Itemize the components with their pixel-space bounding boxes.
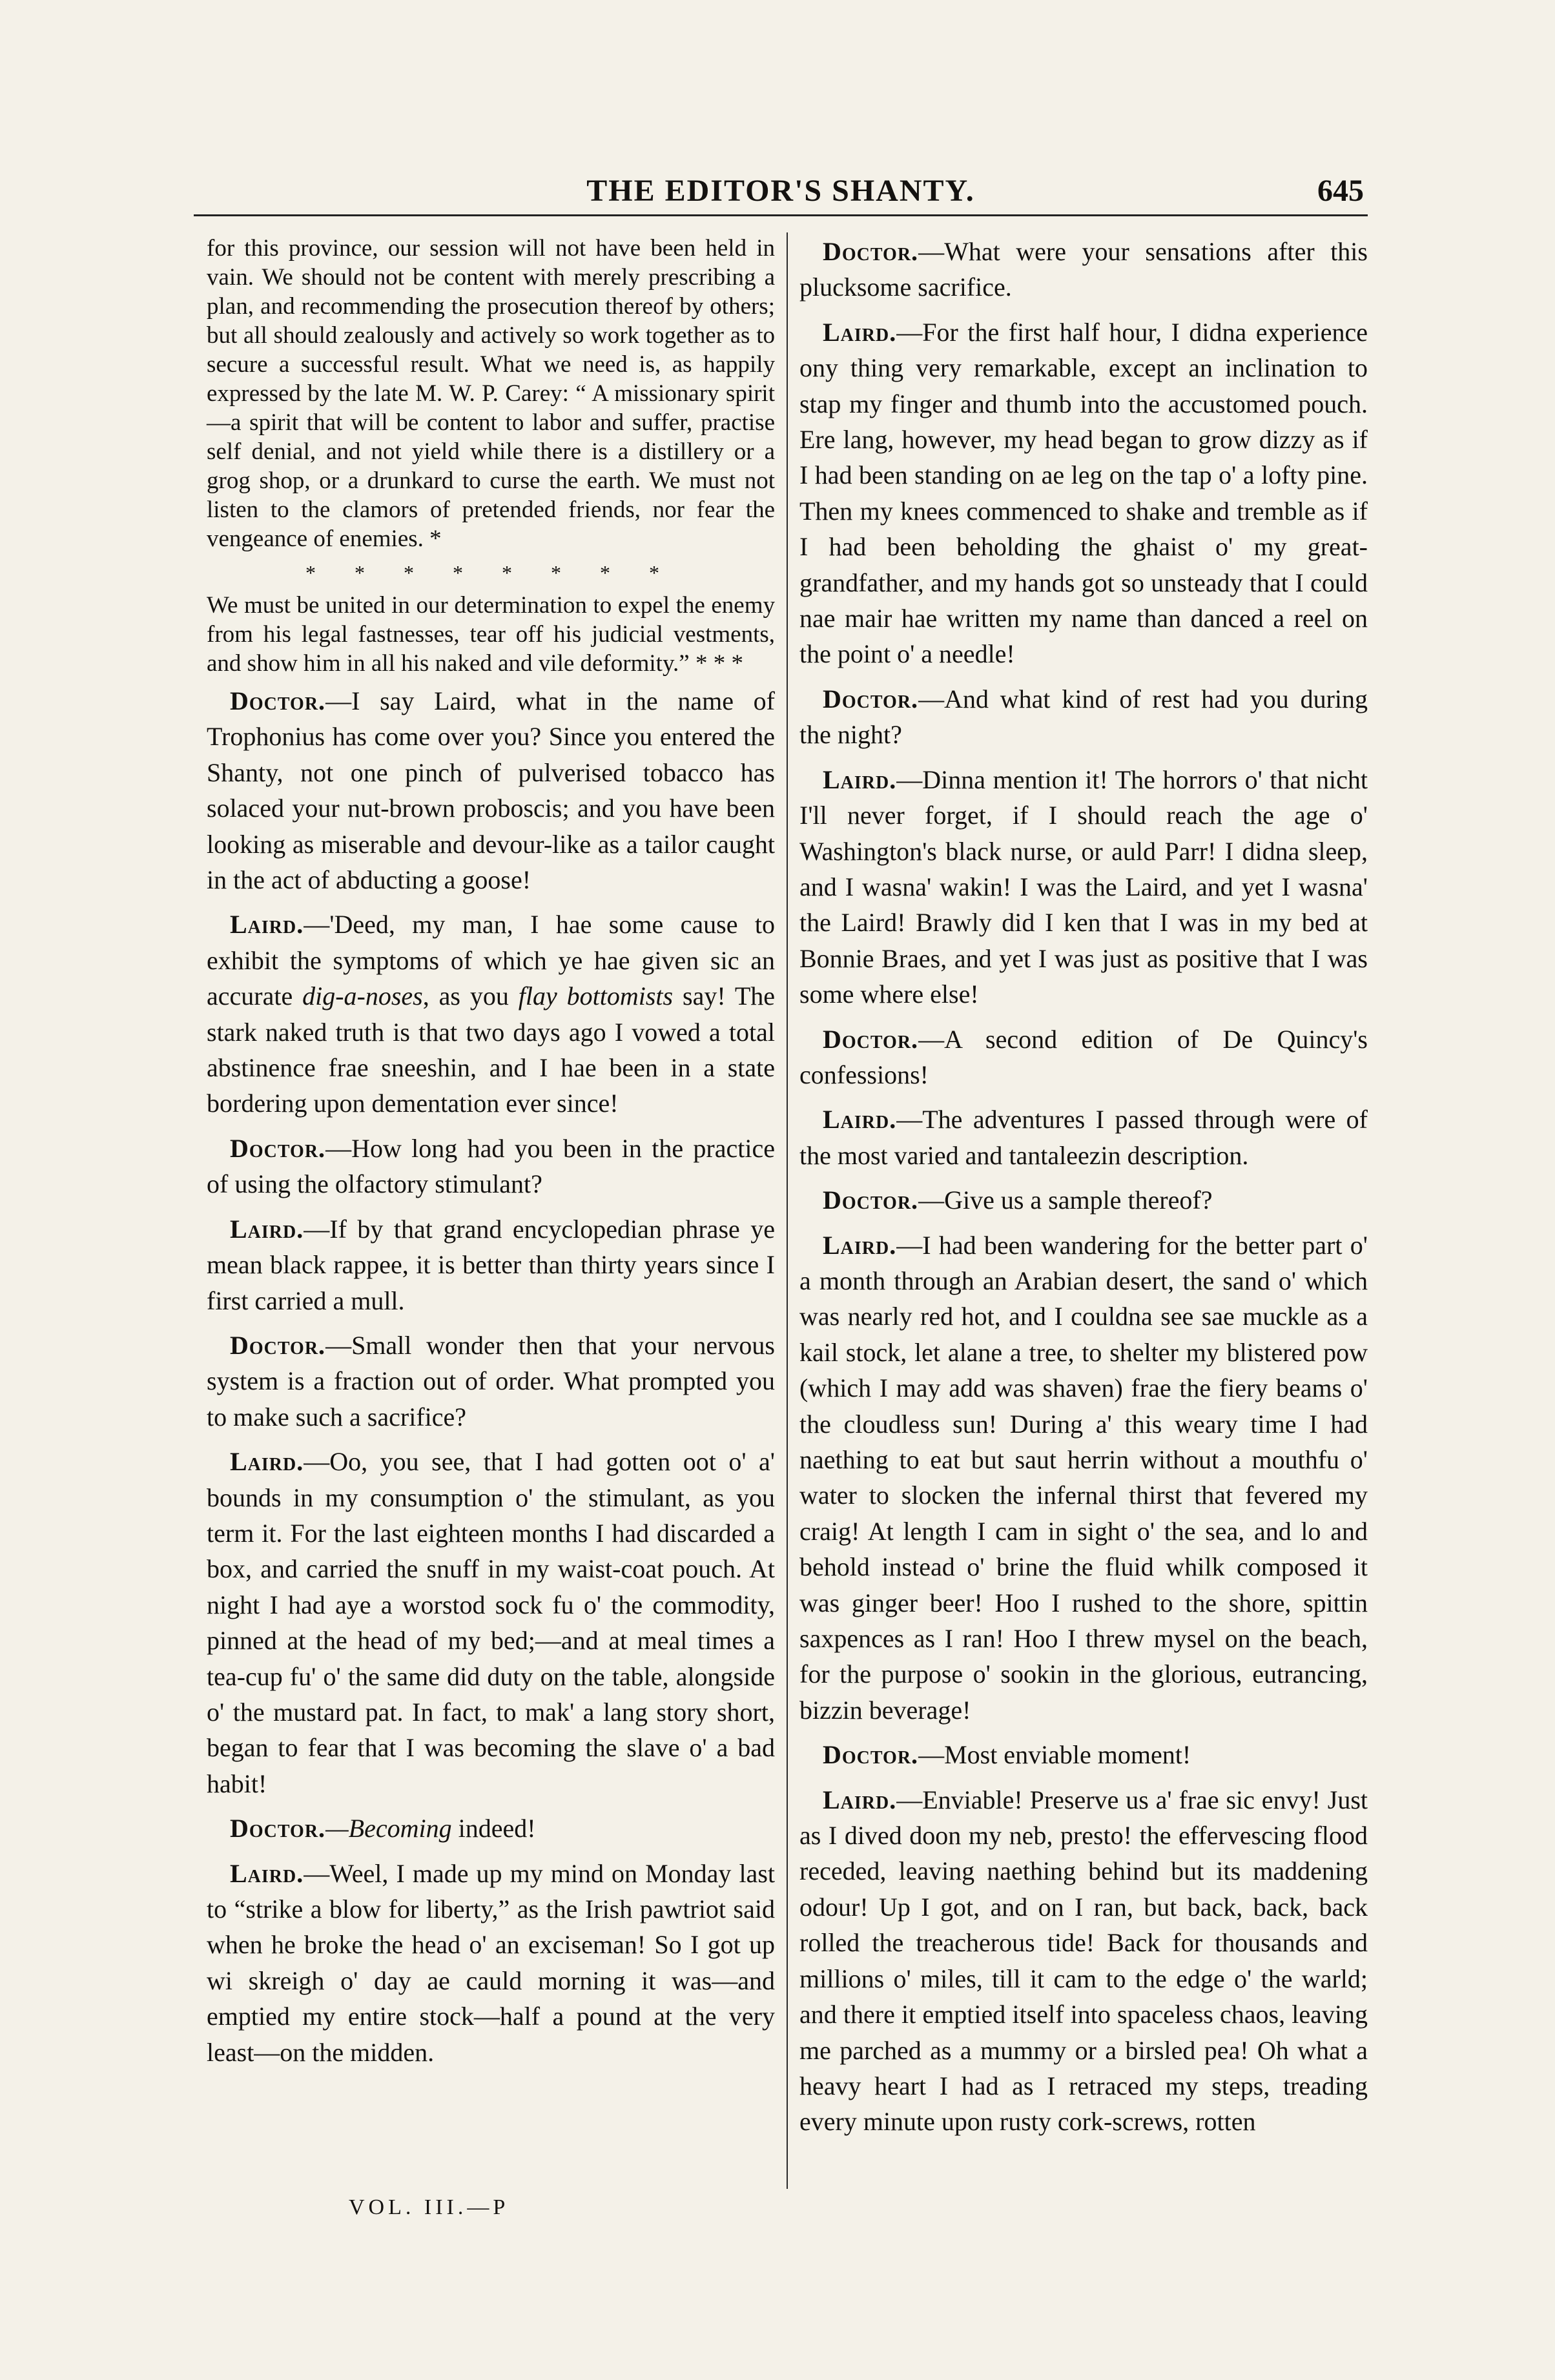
dialogue-paragraph (207, 1856, 775, 2070)
italic-phrase: —Becoming (325, 1814, 452, 1843)
dialogue-text: —I say Laird, what in the name of Trophonius has come over you? Since you entered the Shanty, not one pinch of pulverised tobacco has solaced your nut-brown proboscis; and you have been looking as miserable and devour-like as a tailor caught in the act of abducting a goose! (207, 686, 775, 895)
dialogue-text: —Oo, you see, that I had gotten oot o' a' bounds in my consumption o' the stimulant, as you term it. For the last eighteen months I had discarded a box, and carried the snuff in my waist-coat pouch. At night I had aye a worstod sock fu o' the commodity, pinned at the head of my bed;—and at meal times a tea-cup fu' o' the same did duty on the table, alongside o' the mustard pat. In fact, to mak' a lang story short, began to fear that I was becoming the slave o' a bad habit! (207, 1447, 775, 1798)
temperance-quote-closing: We must be united in our determination to expel the enemy from his legal fastnesses, tear off his judicial vestments, and show him in all his naked and vile deformity.” * * * (207, 592, 775, 677)
dialogue-text: —Small wonder then that your nervous system is a fraction out of order. What prompted you to make such a sacrifice? (207, 1330, 775, 1431)
dialogue-text: —The adventures I passed through were of the most varied and tantaleezin description. (799, 1105, 1368, 1170)
dialogue-paragraph (799, 1227, 1368, 1729)
speaker-name: Laird. (230, 910, 304, 939)
dialogue-paragraph (207, 1444, 775, 1801)
speaker-name: Laird. (823, 1785, 897, 1814)
dialogue-paragraph (799, 762, 1368, 1012)
dialogue-text: —What were your sensations after this plucksome sacrifice. (799, 237, 1368, 302)
dialogue-text: —And what kind of rest had you during the night? (799, 684, 1368, 750)
right-column (799, 234, 1368, 2149)
temperance-quote-paragraph: for this province, our session will not have been held in vain. We should not be content with merely prescribing a plan, and recommending the prosecution thereof by others; but all should zealously and actively so work together as to secure a successful result. What we need is, as happily expressed by the late M. W. P. Carey: “ A missionary spirit—a spirit that will be content to labor and suffer, practise self denial, and not yield while there is a distillery or a grog shop, or a drunkard to curse the earth. We must not listen to the clamors of pretended friends, nor fear the vengeance of enemies. * (207, 235, 775, 552)
speaker-name: Doctor. (230, 1133, 326, 1163)
dialogue-paragraph (799, 234, 1368, 305)
dialogue-paragraph (207, 1328, 775, 1435)
speaker-name: Doctor. (230, 686, 326, 715)
dialogue-text: say! The stark naked truth is that two days ago I vowed a total abstinence frae sneeshin, and I hae been in a state bordering upon dementation ever since! (207, 981, 776, 1118)
dialogue-text: —Give us a sample thereof? (918, 1185, 1213, 1215)
speaker-name: Laird. (823, 1105, 897, 1134)
dialogue-paragraph (799, 1182, 1368, 1218)
dialogue-paragraph (799, 1102, 1368, 1173)
speaker-name: Doctor. (823, 1024, 919, 1054)
speaker-name: Doctor. (823, 237, 919, 266)
ellipsis-stars: * * * * * * * * (305, 561, 676, 584)
dialogue-paragraph (799, 1782, 1368, 2140)
dialogue-text: —Dinna mention it! The horrors o' that nicht I'll never forget, if I should reach the age o' Washington's black nurse, or auld Parr! I didna sleep, and I wasna' wakin! I was the Laird, and yet I wasna' the Laird! Brawly did I ken that I was in my bed at Bonnie Braes, and yet I was just as positive that I was some where else! (799, 764, 1368, 1009)
column-rule (787, 232, 788, 2189)
speaker-name: Laird. (230, 1447, 304, 1477)
dialogue-paragraph (207, 1131, 775, 1202)
volume-signature: VOL. III.—P (349, 2195, 510, 2219)
dialogue-text: —'Deed, my man, I hae some cause to exhibit the symptoms of which ye hae given sic an accurate (207, 910, 775, 1011)
dialogue-text: , as you (422, 981, 519, 1011)
dialogue-paragraph (207, 683, 775, 898)
dialogue-text: indeed! (451, 1814, 536, 1843)
speaker-name: Laird. (823, 764, 897, 794)
running-header (194, 169, 1368, 216)
dialogue-paragraph (799, 1737, 1368, 1772)
dialogue-text: —For the first half hour, I didna experience ony thing very remarkable, except an inclination to stap my finger and thumb into the accustomed pouch. Ere lang, however, my head began to grow dizzy as if I had been standing on ae leg on the tap o' a lofty pine. Then my knees commenced to shake and tremble as if I had been beholding the ghaist o' my great-grandfather, and my hands got so unsteady that I could nae mair hae written my name than danced a reel on the point o' a needle! (799, 317, 1368, 669)
left-column (207, 234, 775, 2079)
dialogue-text: —If by that grand encyclopedian phrase ye mean black rappee, it is better than thirty years since I first carried a mull. (207, 1214, 775, 1315)
dialogue-paragraph (799, 314, 1368, 672)
dialogue-paragraph (799, 1021, 1368, 1093)
dialogue-text: —Weel, I made up my mind on Monday last to “strike a blow for liberty,” as the Irish pawtriot said when he broke the head o' an exciseman! So I got up wi skreigh o' day ae cauld morning it was—and emptied my entire stock—half a pound at the very least—on the midden. (207, 1858, 775, 2067)
speaker-name: Laird. (823, 317, 897, 347)
speaker-name: Doctor. (230, 1330, 326, 1360)
dialogue-text: —Most enviable moment! (918, 1740, 1191, 1770)
speaker-name: Doctor. (823, 1185, 919, 1215)
italic-phrase: dig-a-noses (302, 981, 423, 1011)
speaker-name: Doctor. (823, 684, 919, 713)
speaker-name: Laird. (230, 1214, 304, 1244)
speaker-name: Laird. (823, 1230, 897, 1260)
dialogue-text: —I had been wandering for the better part o' a month through an Arabian desert, the sand o' which was nearly red hot, and I couldna see sae muckle as a kail stock, let alane a tree, to shelter my blistered pow (which I may add was shaven) frae the fiery beams o' the cloudless sun! During a' this weary time I had naething to eat but saut herrin without a mouthfu o' water to slocken the infernal thirst that fevered my craig! At length I cam in sight o' the sea, and lo and behold instead o' brine the fluid whilk composed it was ginger beer! Hoo I rushed to the shore, spittin saxpences as I ran! Hoo I threw mysel on the beach, for the purpose o' sookin in the glorious, eutrancing, bizzin beverage! (799, 1230, 1368, 1725)
dialogue-text: —Enviable! Preserve us a' frae sic envy! Just as I dived doon my neb, presto! the effervescing flood receded, leaving naething behind but its maddening odour! Up I got, and on I ran, but back, back, back rolled the treacherous tide! Back for thousands and millions o' miles, till it cam to the edge o' the warld; and there it emptied itself into spaceless chaos, leaving me parched as a mummy or a birsled pea! Oh what a heavy heart I had as I retraced my steps, treading every minute upon rusty cork-screws, rotten (799, 1785, 1368, 2137)
dialogue-paragraph (207, 1211, 775, 1318)
speaker-name: Doctor. (823, 1740, 919, 1770)
dialogue-paragraph (207, 907, 775, 1121)
speaker-name: Laird. (230, 1858, 304, 1888)
speaker-name: Doctor. (230, 1814, 326, 1843)
dialogue-text: —How long had you been in the practice of using the olfactory stimulant? (207, 1133, 775, 1199)
page-number: 645 (1317, 174, 1364, 208)
italic-phrase: flay bottomists (518, 981, 674, 1011)
dialogue-paragraph (207, 1811, 775, 1846)
running-title: THE EDITOR'S SHANTY. (586, 174, 975, 208)
dialogue-text: —A second edition of De Quincy's confessions! (799, 1024, 1368, 1089)
dialogue-paragraph (799, 681, 1368, 753)
